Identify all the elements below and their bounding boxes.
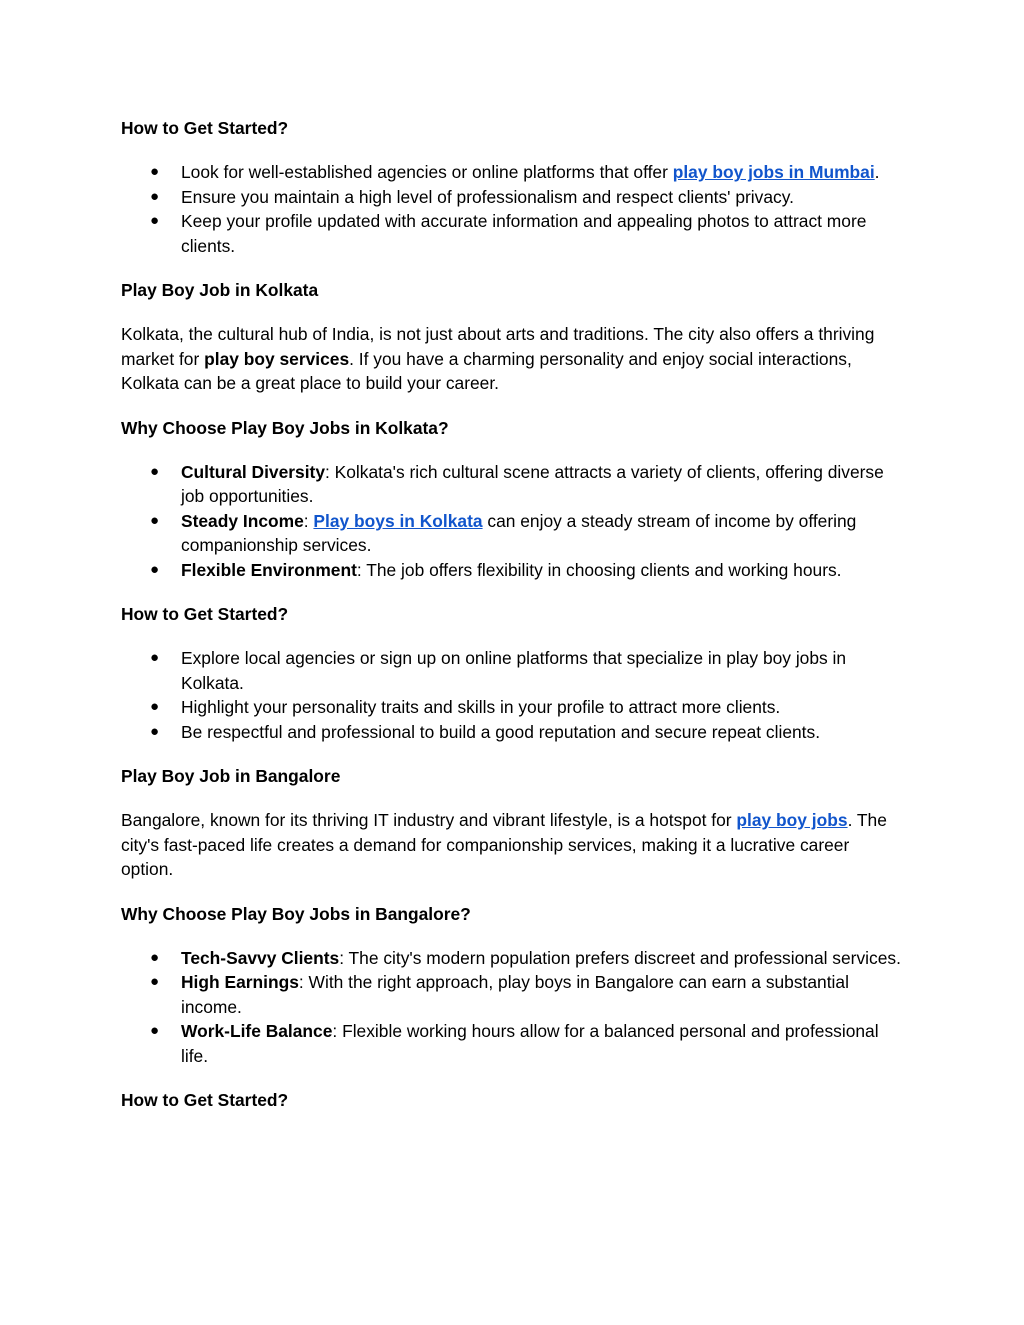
play-boys-kolkata-link[interactable]: Play boys in Kolkata [313, 510, 483, 531]
bullet-icon: ● [150, 949, 160, 967]
bullet-list [121, 160, 901, 258]
paragraph-text: Kolkata, the cultural hub of India, is not just about arts and traditions. The city also offers a thriving market for [121, 324, 875, 369]
bullet-icon: ● [150, 163, 160, 181]
section-heading: Play Boy Job in Kolkata [121, 280, 319, 301]
list-item-text: Explore local agencies or sign up on online platforms that specialize in play boy jobs in Kolkata. [181, 648, 847, 693]
play-boy-jobs-mumbai-link[interactable]: play boy jobs in Mumbai [672, 162, 875, 183]
bold-text: Work-Life Balance [181, 1021, 333, 1042]
list-item [121, 695, 901, 719]
bullet-list [121, 946, 901, 1068]
bullet-icon: ● [150, 1022, 160, 1040]
paragraph [121, 322, 901, 395]
bold-text: High Earnings [181, 972, 299, 993]
paragraph-text: Bangalore, known for its thriving IT industry and vibrant lifestyle, is a hotspot for [121, 810, 737, 831]
paragraph-text: . The city's fast-paced life creates a demand for companionship services, making it a lucrative career option. [121, 810, 887, 880]
bold-text: Tech-Savvy Clients [181, 948, 340, 969]
list-item-text: Highlight your personality traits and skills in your profile to attract more clients. [181, 697, 781, 718]
list-item [121, 970, 901, 1019]
list-item-text: : Kolkata's rich cultural scene attracts a variety of clients, offering diverse job opportunities. [181, 462, 884, 507]
section-heading: How to Get Started? [121, 604, 289, 625]
list-item-text: : With the right approach, play boys in Bangalore can earn a substantial income. [181, 972, 849, 1017]
bullet-icon: ● [150, 649, 160, 667]
list-item-text: : The city's modern population prefers discreet and professional services. [339, 948, 901, 969]
section-heading: How to Get Started? [121, 1090, 289, 1111]
play-boy-jobs-link[interactable]: play boy jobs [736, 810, 848, 831]
bold-text: Steady Income [181, 510, 304, 531]
list-item-text: Keep your profile updated with accurate information and appealing photos to attract more clients. [181, 211, 867, 256]
list-item-text: Ensure you maintain a high level of professionalism and respect clients' privacy. [181, 186, 794, 207]
bullet-icon: ● [150, 722, 160, 740]
list-item [121, 558, 901, 582]
bullet-icon: ● [150, 212, 160, 230]
bullet-list [121, 460, 901, 582]
bullet-icon: ● [150, 187, 160, 205]
list-item [121, 209, 901, 258]
section-heading: Why Choose Play Boy Jobs in Kolkata? [121, 417, 449, 438]
list-item-text: : Flexible working hours allow for a balanced personal and professional life. [181, 1021, 879, 1066]
list-item [121, 460, 901, 509]
paragraph-text: . If you have a charming personality and enjoy social interactions, Kolkata can be a great place to build your career. [121, 348, 852, 394]
list-item [121, 720, 901, 744]
list-item [121, 160, 901, 184]
list-item [121, 1019, 901, 1068]
list-item [121, 646, 901, 695]
bullet-icon: ● [150, 511, 160, 529]
list-item-text: can enjoy a steady stream of income by offering companionship services. [181, 510, 857, 556]
section-heading: Play Boy Job in Bangalore [121, 766, 341, 787]
section-heading: How to Get Started? [121, 118, 289, 138]
bold-text: play boy services [204, 348, 350, 369]
list-item-text: : The job offers flexibility in choosing clients and working hours. [356, 559, 842, 580]
document-page [121, 116, 901, 1112]
list-item-text: . [874, 162, 880, 183]
bullet-icon: ● [150, 973, 160, 991]
paragraph [121, 808, 901, 881]
bullet-icon: ● [150, 463, 160, 481]
bold-text: Cultural Diversity [181, 462, 325, 483]
section-heading: Why Choose Play Boy Jobs in Bangalore? [121, 903, 471, 924]
list-item-text: : [303, 510, 314, 531]
list-item [121, 509, 901, 558]
list-item-text: Look for well-established agencies or online platforms that offer [181, 162, 673, 183]
bullet-icon: ● [150, 560, 160, 578]
bullet-icon: ● [150, 698, 160, 716]
bold-text: Flexible Environment [181, 559, 357, 580]
list-item [121, 185, 901, 209]
bullet-list [121, 646, 901, 744]
list-item [121, 946, 901, 970]
list-item-text: Be respectful and professional to build a good reputation and secure repeat clients. [181, 721, 821, 742]
